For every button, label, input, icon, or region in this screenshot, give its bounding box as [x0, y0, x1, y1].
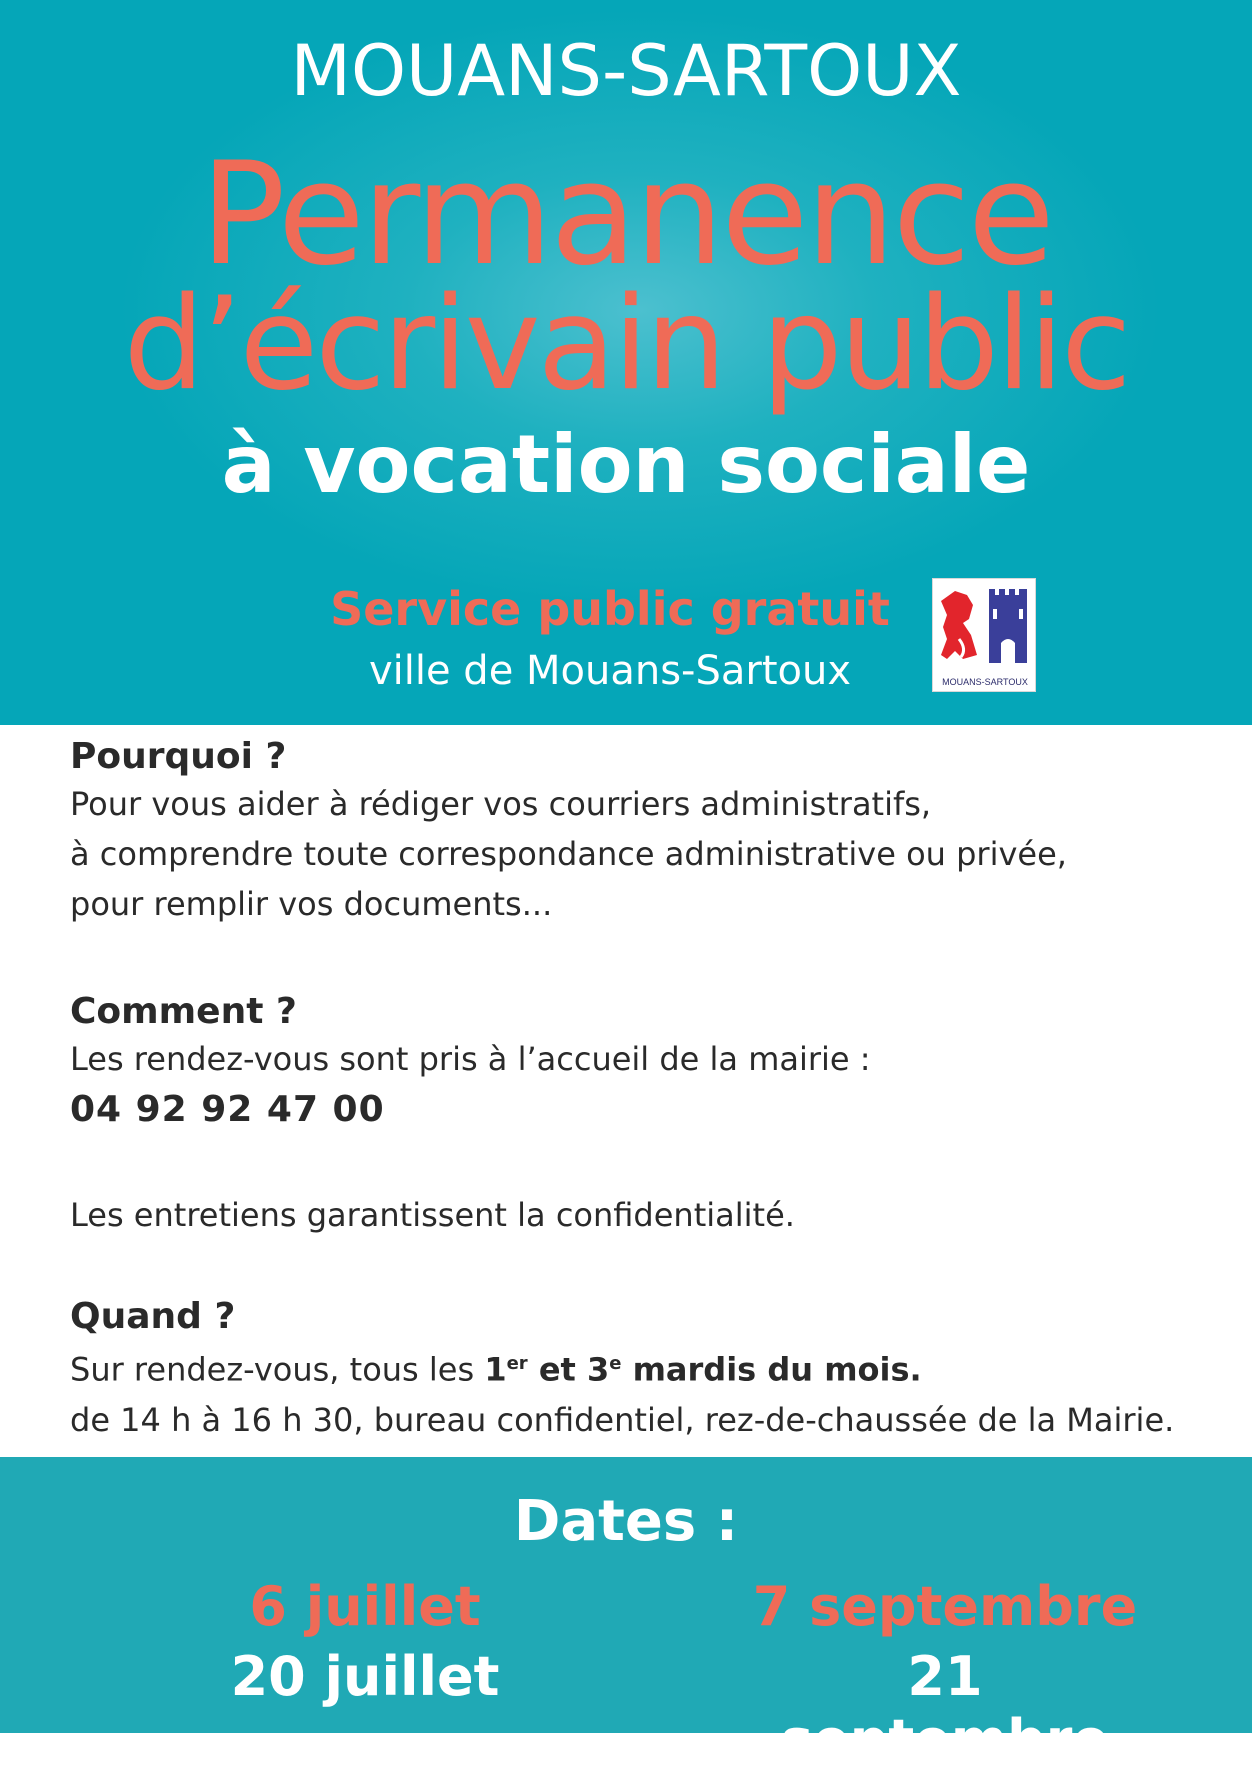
phone-number: 04 92 92 47 00: [70, 1089, 385, 1130]
quand-third: et 3: [527, 1350, 610, 1389]
quand-line-1: [70, 1339, 1190, 1395]
quand-third-sup: e: [609, 1353, 622, 1374]
date-item: 6 juillet: [249, 1575, 481, 1638]
pourquoi-section: [70, 735, 1190, 929]
quand-prefix: Sur rendez-vous, tous les: [70, 1350, 485, 1389]
comment-section: [70, 990, 1190, 1136]
quand-title: Quand ?: [70, 1296, 236, 1337]
service-label: Service public gratuit: [330, 582, 890, 636]
pourquoi-line: à comprendre toute correspondance administrative ou privée,: [70, 835, 1067, 873]
pourquoi-title: Pourquoi ?: [70, 736, 287, 777]
title-line-1: Permanence: [200, 132, 1052, 297]
confidentiality-line: Les entretiens garantissent la confidentialité.: [70, 1196, 795, 1234]
date-item: 7 septembre: [752, 1575, 1138, 1638]
title-line-2: d’écrivain public: [123, 270, 1129, 419]
coat-of-arms-icon: [933, 579, 1037, 679]
quand-line-2: de 14 h à 16 h 30, bureau confidentiel, rez-de-chaussée de la Mairie.: [70, 1400, 1175, 1439]
dates-title: Dates :: [513, 1489, 739, 1554]
comment-line: Les rendez-vous sont pris à l’accueil de la mairie :: [70, 1040, 871, 1078]
city-label: ville de Mouans-Sartoux: [368, 648, 852, 694]
confidentiality-section: [70, 1190, 1190, 1240]
date-item: 20 juillet: [230, 1645, 500, 1708]
header-banner: [0, 0, 1252, 725]
dates-banner: [0, 1457, 1252, 1771]
quand-suffix: mardis du mois.: [621, 1350, 922, 1389]
subtitle: à vocation sociale: [221, 418, 1031, 511]
comment-title: Comment ?: [70, 991, 297, 1032]
town-name: MOUANS-SARTOUX: [290, 30, 962, 112]
date-item: 21 septembre: [780, 1645, 1110, 1771]
quand-first-sup: er: [506, 1353, 528, 1374]
city-logo: [932, 578, 1036, 692]
pourquoi-line: pour remplir vos documents...: [70, 885, 553, 923]
pourquoi-line: Pour vous aider à rédiger vos courriers administratifs,: [70, 785, 932, 823]
quand-section: [70, 1295, 1190, 1445]
quand-first: 1: [484, 1350, 507, 1389]
logo-caption: MOUANS-SARTOUX: [942, 677, 1028, 687]
